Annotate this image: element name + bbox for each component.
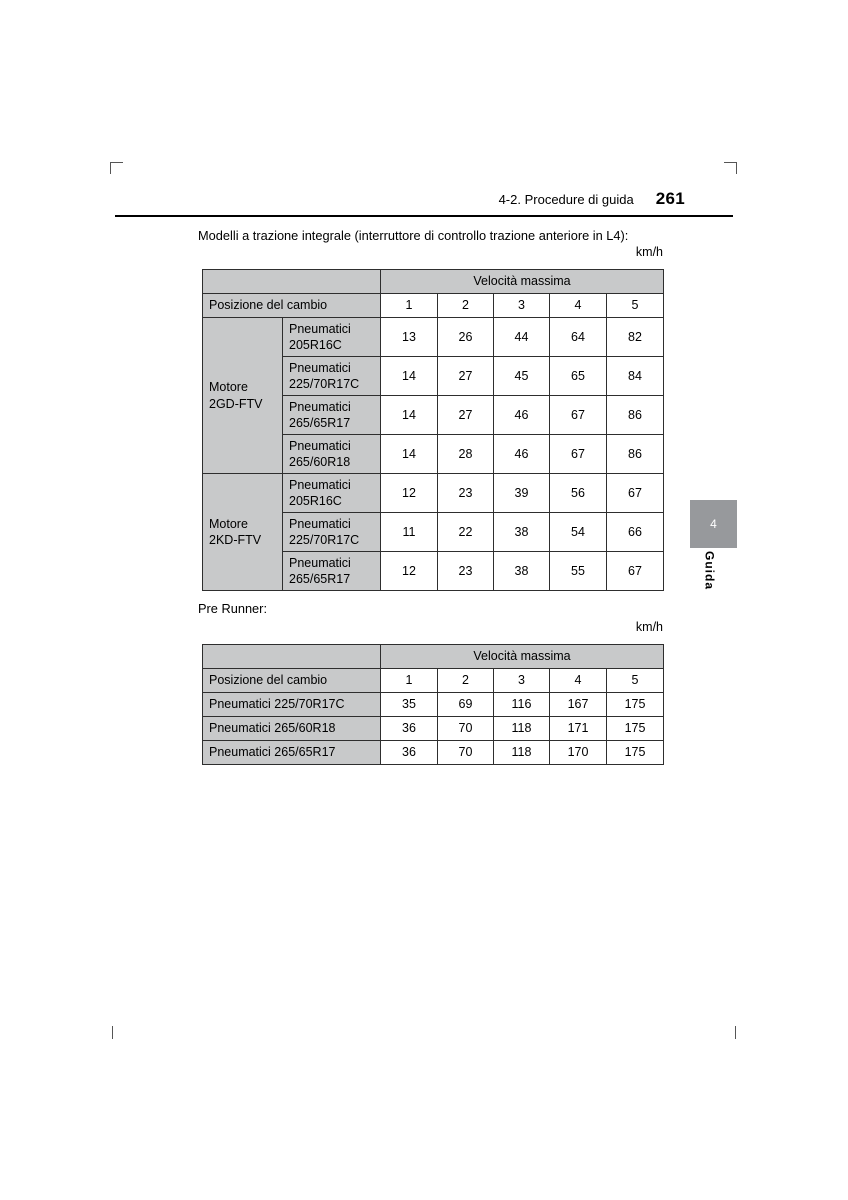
table-row bbox=[203, 645, 664, 669]
gear-col-header: 5 bbox=[607, 669, 664, 693]
chapter-number: 4 bbox=[710, 517, 717, 531]
intro-text: Modelli a trazione integrale (interruttore di controllo trazione anteriore in L4): bbox=[198, 228, 629, 243]
table-row bbox=[203, 693, 664, 717]
speed-value-cell: 175 bbox=[607, 717, 664, 741]
table-row bbox=[203, 741, 664, 765]
table-row bbox=[203, 474, 664, 513]
speed-value-cell: 118 bbox=[494, 717, 550, 741]
speed-value-cell: 23 bbox=[438, 552, 494, 591]
velocita-header-cell: Velocità massima bbox=[381, 645, 664, 669]
speed-value-cell: 175 bbox=[607, 741, 664, 765]
speed-value-cell: 65 bbox=[550, 357, 607, 396]
table-row bbox=[203, 717, 664, 741]
speed-value-cell: 86 bbox=[607, 435, 664, 474]
speed-value-cell: 23 bbox=[438, 474, 494, 513]
speed-value-cell: 86 bbox=[607, 396, 664, 435]
speed-value-cell: 84 bbox=[607, 357, 664, 396]
crop-mark-top-right bbox=[724, 162, 737, 174]
speed-value-cell: 39 bbox=[494, 474, 550, 513]
tire-label-cell: Pneumatici 265/65R17 bbox=[283, 396, 381, 435]
speed-value-cell: 45 bbox=[494, 357, 550, 396]
table-row bbox=[203, 270, 664, 294]
table-row bbox=[203, 669, 664, 693]
speed-value-cell: 27 bbox=[438, 396, 494, 435]
speed-value-cell: 36 bbox=[381, 741, 438, 765]
speed-value-cell: 14 bbox=[381, 357, 438, 396]
speed-value-cell: 35 bbox=[381, 693, 438, 717]
speed-value-cell: 82 bbox=[607, 318, 664, 357]
speed-value-cell: 116 bbox=[494, 693, 550, 717]
speed-value-cell: 11 bbox=[381, 513, 438, 552]
tire-label-cell: Pneumatici 225/70R17C bbox=[283, 513, 381, 552]
chapter-title-vertical: Guida bbox=[702, 551, 717, 591]
speed-value-cell: 26 bbox=[438, 318, 494, 357]
tire-label-cell: Pneumatici 265/60R18 bbox=[203, 717, 381, 741]
crop-mark-bottom-right bbox=[735, 1026, 736, 1039]
table-row bbox=[203, 294, 664, 318]
velocita-header-cell: Velocità massima bbox=[381, 270, 664, 294]
crop-mark-top-left bbox=[110, 162, 123, 174]
speed-value-cell: 175 bbox=[607, 693, 664, 717]
page-number: 261 bbox=[655, 189, 685, 208]
section-title: 4-2. Procedure di guida bbox=[498, 192, 634, 207]
speed-value-cell: 67 bbox=[607, 474, 664, 513]
gear-col-header: 4 bbox=[550, 669, 607, 693]
gear-col-header: 4 bbox=[550, 294, 607, 318]
speed-value-cell: 46 bbox=[494, 396, 550, 435]
speed-value-cell: 118 bbox=[494, 741, 550, 765]
tire-label-cell: Pneumatici 205R16C bbox=[283, 318, 381, 357]
speed-value-cell: 69 bbox=[438, 693, 494, 717]
tire-label-cell: Pneumatici 205R16C bbox=[283, 474, 381, 513]
speed-value-cell: 66 bbox=[607, 513, 664, 552]
gear-col-header: 1 bbox=[381, 294, 438, 318]
speed-value-cell: 70 bbox=[438, 741, 494, 765]
speed-value-cell: 171 bbox=[550, 717, 607, 741]
speed-value-cell: 67 bbox=[550, 396, 607, 435]
gear-col-header: 2 bbox=[438, 669, 494, 693]
speed-value-cell: 44 bbox=[494, 318, 550, 357]
speed-value-cell: 46 bbox=[494, 435, 550, 474]
speed-value-cell: 12 bbox=[381, 552, 438, 591]
tire-label-cell: Pneumatici 265/65R17 bbox=[203, 741, 381, 765]
speed-value-cell: 67 bbox=[550, 435, 607, 474]
tire-label-cell: Pneumatici 225/70R17C bbox=[283, 357, 381, 396]
speed-value-cell: 28 bbox=[438, 435, 494, 474]
empty-header-cell bbox=[203, 270, 381, 294]
speed-value-cell: 55 bbox=[550, 552, 607, 591]
posizione-header-cell: Posizione del cambio bbox=[203, 294, 381, 318]
engine-label-cell: Motore 2KD-FTV bbox=[203, 474, 283, 591]
header-rule bbox=[115, 215, 733, 217]
speed-value-cell: 27 bbox=[438, 357, 494, 396]
prerunner-speed-table bbox=[202, 644, 664, 765]
gear-col-header: 3 bbox=[494, 669, 550, 693]
speed-value-cell: 14 bbox=[381, 435, 438, 474]
awd-speed-table bbox=[202, 269, 664, 591]
tire-label-cell: Pneumatici 265/60R18 bbox=[283, 435, 381, 474]
chapter-tab bbox=[690, 500, 737, 548]
speed-value-cell: 12 bbox=[381, 474, 438, 513]
gear-col-header: 2 bbox=[438, 294, 494, 318]
pre-runner-label: Pre Runner: bbox=[198, 601, 267, 616]
unit-label-top: km/h bbox=[635, 245, 663, 259]
speed-value-cell: 13 bbox=[381, 318, 438, 357]
chapter-side-label bbox=[686, 551, 733, 590]
unit-label-bottom: km/h bbox=[635, 620, 663, 634]
speed-value-cell: 67 bbox=[607, 552, 664, 591]
page-header bbox=[115, 189, 685, 209]
table-row bbox=[203, 318, 664, 357]
gear-col-header: 3 bbox=[494, 294, 550, 318]
speed-value-cell: 70 bbox=[438, 717, 494, 741]
speed-value-cell: 38 bbox=[494, 552, 550, 591]
speed-value-cell: 14 bbox=[381, 396, 438, 435]
tire-label-cell: Pneumatici 265/65R17 bbox=[283, 552, 381, 591]
engine-label-cell: Motore 2GD-FTV bbox=[203, 318, 283, 474]
speed-value-cell: 38 bbox=[494, 513, 550, 552]
gear-col-header: 1 bbox=[381, 669, 438, 693]
speed-value-cell: 54 bbox=[550, 513, 607, 552]
speed-value-cell: 22 bbox=[438, 513, 494, 552]
crop-mark-bottom-left bbox=[112, 1026, 113, 1039]
gear-col-header: 5 bbox=[607, 294, 664, 318]
speed-value-cell: 36 bbox=[381, 717, 438, 741]
tire-label-cell: Pneumatici 225/70R17C bbox=[203, 693, 381, 717]
speed-value-cell: 64 bbox=[550, 318, 607, 357]
speed-value-cell: 170 bbox=[550, 741, 607, 765]
speed-value-cell: 167 bbox=[550, 693, 607, 717]
speed-value-cell: 56 bbox=[550, 474, 607, 513]
empty-header-cell bbox=[203, 645, 381, 669]
posizione-header-cell: Posizione del cambio bbox=[203, 669, 381, 693]
